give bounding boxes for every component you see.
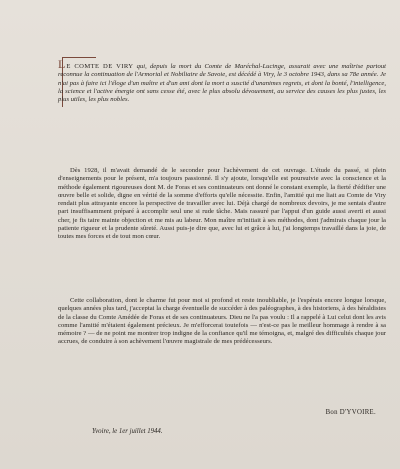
signature: Bon D'YVOIRE. — [325, 409, 376, 416]
body-paragraph-1 — [58, 167, 386, 242]
drop-cap: L — [58, 57, 66, 71]
paragraph-text: Cette collaboration, dont le charme fut pour moi si profond et reste inoubliable, je l'espérais encore longue lorsque, quelques années plus tard, j'acceptai la charge éventuelle de succéder à des paléographes, à des historiens, à des héraldistes de la classe du Comte Amédée de Foras et de ses continuateurs. Dieu ne l'a pas voulu : Il a rappelé à Lui celui dont les avis comme l'amitié m'étaient également précieux. Je m'efforcerai toutefois — n'est-ce pas le meilleur hommage à rendre à sa mémoire ? — de ne point me montrer trop indigne de la confiance qu'il me témoigna, et, malgré des difficultés chaque jour accrues, de conduire à son achèvement l'œuvre magistrale de mes prédécesseurs. — [58, 297, 386, 346]
intro-paragraph — [58, 57, 386, 104]
intro-body: qui, depuis la mort du Comte de Maréchal-Lucinge, assurait avec une maîtrise partout reconnue la continuation de l'Armorial et Nobiliaire de Savoie, est décédé à Viry, le 3 octobre 1943, dans sa 78e année. Je n'ai pas à faire ici l'éloge d'un maître et d'un ami dont la mort a suscité d'unanimes regrets, et dont la bonté, l'intelligence, la science et l'active énergie ont sans cesse été, avec le plus absolu dévouement, au service des causes les plus justes, les plus utiles, les plus nobles. — [58, 63, 386, 104]
intro-lead: E COMTE DE VIRY — [66, 63, 134, 70]
paragraph-text: Dès 1928, il m'avait demandé de le seconder pour l'achèvement de cet ouvrage. L'étude du passé, si plein d'enseignements pour le présent, m'a toujours passionné. Il s'y ajoute, lorsqu'elle est poursuivie avec la conscience et la méthode également rigoureuses dont M. de Foras et ses continuateurs ont donné le constant exemple, la fierté d'édifier une œuvre belle et solide, digne en vérité de la somme d'efforts qu'elle nécessite. Enfin, l'amitié qui me liait au Comte de Viry rendait plus attrayante encore la perspective de travailler avec lui. Déjà chargé de nombreux devoirs, je me sentais d'autre part insuffisamment préparé à accomplir seul une si rude tâche. Mais rassuré par l'appui d'un guide aussi averti et aussi cher, je fis taire mainte objection et me mis au labeur. Mon maître m'initiait à ses méthodes, dont j'admirais chaque jour la patiente rigueur et la prudente sûreté. Aussi puis-je dire que, avec lui et grâce à lui, j'ai longtemps travaillé dans la joie, de toutes mes forces et de tout mon cœur. — [58, 167, 386, 241]
top-rule — [62, 57, 96, 58]
place-date: Yvoire, le 1er juillet 1944. — [92, 428, 163, 435]
body-paragraph-2 — [58, 297, 386, 347]
